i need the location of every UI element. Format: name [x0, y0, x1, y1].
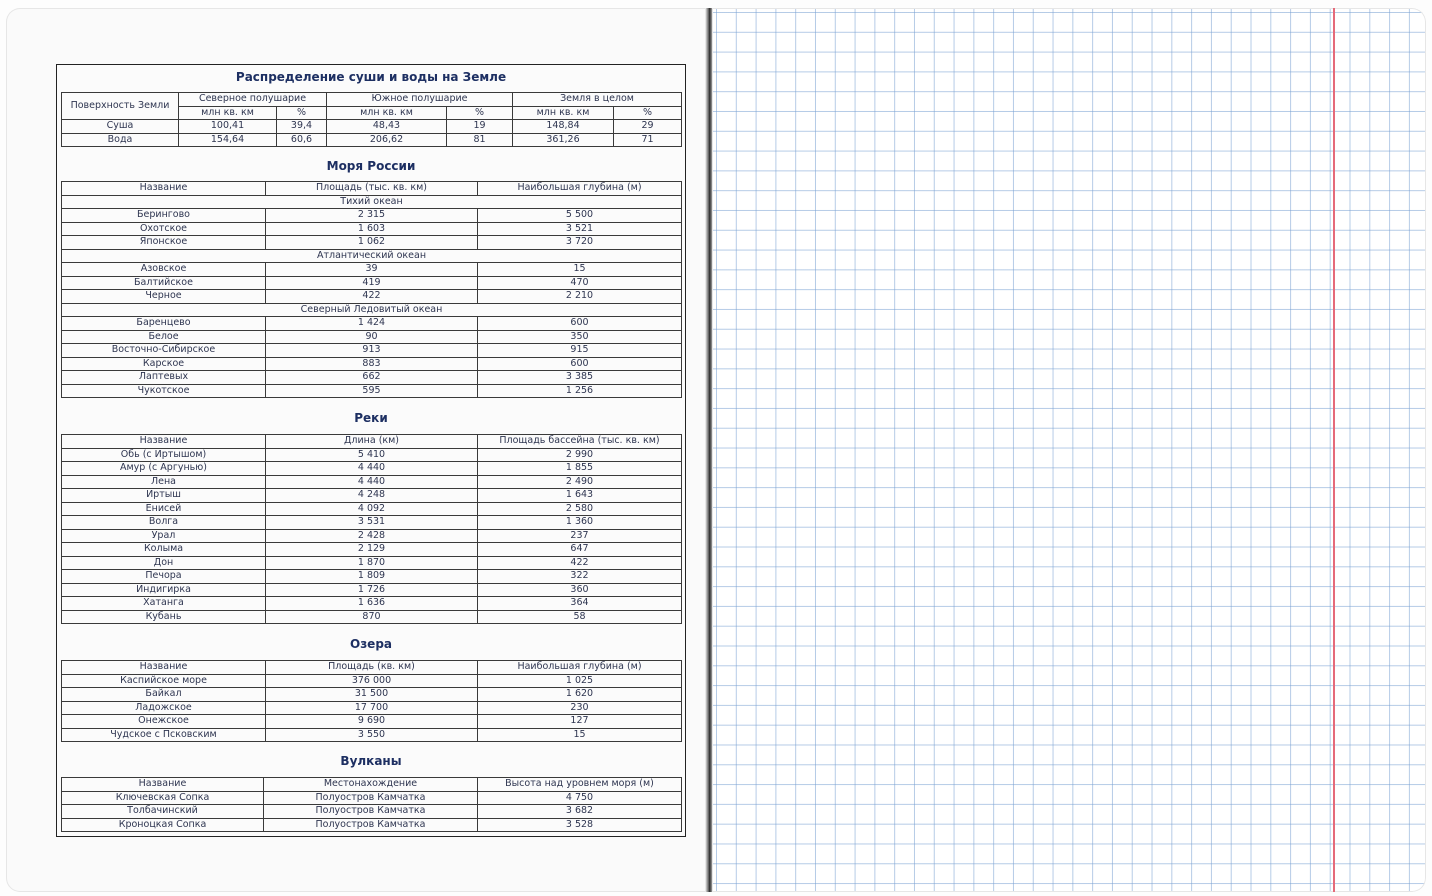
table-cell: Белое	[62, 330, 266, 344]
table-cell: Урал	[62, 529, 266, 543]
table-row	[62, 543, 682, 557]
table-cell: 422	[478, 556, 682, 570]
table-cell: 364	[478, 597, 682, 611]
header-cell: Длина (км)	[266, 435, 478, 449]
table-row	[62, 448, 682, 462]
table-cell: 1 025	[478, 674, 682, 688]
table-row	[62, 597, 682, 611]
table-cell: 470	[478, 276, 682, 290]
table-cell: 127	[478, 715, 682, 729]
table-cell: 1 643	[478, 489, 682, 503]
table-cell: 376 000	[266, 674, 478, 688]
table-row	[62, 556, 682, 570]
header-cell: %	[447, 106, 513, 120]
table-cell: 4 440	[266, 462, 478, 476]
table-cell: 5 500	[478, 209, 682, 223]
volcanoes-title: Вулканы	[340, 754, 402, 768]
table-cell: 71	[614, 133, 682, 147]
table-cell: 81	[447, 133, 513, 147]
table-cell: 2 428	[266, 529, 478, 543]
seas-title: Моря России	[326, 159, 416, 173]
header-cell: Площадь бассейна (тыс. кв. км)	[478, 435, 682, 449]
table-cell: 100,41	[179, 120, 277, 134]
table-cell: Балтийское	[62, 276, 266, 290]
table-cell: 3 682	[478, 805, 682, 819]
table-cell: 5 410	[266, 448, 478, 462]
table-row	[62, 371, 682, 385]
header-cell: Площадь (тыс. кв. км)	[266, 182, 478, 196]
header-cell: Поверхность Земли	[62, 93, 179, 120]
ocean-group-row	[62, 303, 682, 317]
table-row	[62, 583, 682, 597]
table-cell: 4 750	[478, 791, 682, 805]
table-cell: 870	[266, 610, 478, 624]
table-cell: Онежское	[62, 715, 266, 729]
table-cell: 29	[614, 120, 682, 134]
ocean-group-row	[62, 195, 682, 209]
table-cell: 4 440	[266, 475, 478, 489]
rivers-title: Реки	[354, 411, 388, 425]
table-cell: 1 809	[266, 570, 478, 584]
table-row	[62, 357, 682, 371]
table-row	[62, 236, 682, 250]
table-cell: Полуостров Камчатка	[264, 791, 478, 805]
margin-line	[1333, 8, 1335, 892]
table-cell: 1 726	[266, 583, 478, 597]
table-cell: Баренцево	[62, 317, 266, 331]
header-cell: Высота над уровнем моря (м)	[478, 778, 682, 792]
table-cell: 3 720	[478, 236, 682, 250]
header-cell: Южное полушарие	[327, 93, 513, 107]
table-cell: Амур (с Аргунью)	[62, 462, 266, 476]
table-cell: 600	[478, 317, 682, 331]
table-cell: 2 990	[478, 448, 682, 462]
table-cell: 2 580	[478, 502, 682, 516]
ocean-name: Северный Ледовитый океан	[62, 303, 682, 317]
table-cell: 4 248	[266, 489, 478, 503]
table-cell: Азовское	[62, 263, 266, 277]
table-cell: 1 256	[478, 384, 682, 398]
table-cell: Енисей	[62, 502, 266, 516]
land-water-title: Распределение суши и воды на Земле	[235, 70, 507, 84]
table-cell: 1 620	[478, 688, 682, 702]
table-header-row	[62, 778, 682, 792]
table-row	[62, 222, 682, 236]
table-row	[62, 818, 682, 832]
table-cell: Печора	[62, 570, 266, 584]
table-row	[62, 133, 682, 147]
left-page	[6, 8, 706, 892]
header-cell: млн кв. км	[327, 106, 447, 120]
table-row	[62, 516, 682, 530]
table-cell: 1 062	[266, 236, 478, 250]
table-header-row	[62, 661, 682, 675]
table-row	[62, 384, 682, 398]
table-cell: 148,84	[513, 120, 614, 134]
table-cell: 2 490	[478, 475, 682, 489]
lakes-table	[61, 660, 682, 742]
header-cell: Площадь (кв. км)	[266, 661, 478, 675]
table-cell: 58	[478, 610, 682, 624]
table-cell: 39,4	[277, 120, 327, 134]
table-cell: 237	[478, 529, 682, 543]
table-row	[62, 209, 682, 223]
table-cell: 915	[478, 344, 682, 358]
table-cell: 2 210	[478, 290, 682, 304]
land-water-table	[61, 92, 682, 147]
header-cell: Название	[62, 661, 266, 675]
table-cell: Ключевская Сопка	[62, 791, 264, 805]
squared-page	[712, 8, 1426, 892]
header-cell: %	[277, 106, 327, 120]
table-header-row	[62, 93, 682, 107]
table-cell: Ладожское	[62, 701, 266, 715]
table-cell: Колыма	[62, 543, 266, 557]
table-cell: Индигирка	[62, 583, 266, 597]
table-cell: Дон	[62, 556, 266, 570]
table-row	[62, 728, 682, 742]
table-cell: 3 385	[478, 371, 682, 385]
table-row	[62, 570, 682, 584]
table-cell: Обь (с Иртышом)	[62, 448, 266, 462]
seas-table	[61, 181, 682, 398]
table-cell: 419	[266, 276, 478, 290]
table-cell: Байкал	[62, 688, 266, 702]
header-cell: Наибольшая глубина (м)	[478, 182, 682, 196]
table-cell: 15	[478, 728, 682, 742]
table-cell: 15	[478, 263, 682, 277]
table-cell: 17 700	[266, 701, 478, 715]
table-cell: 647	[478, 543, 682, 557]
header-cell: %	[614, 106, 682, 120]
table-cell: 361,26	[513, 133, 614, 147]
table-cell: 60,6	[277, 133, 327, 147]
table-cell: 600	[478, 357, 682, 371]
table-cell: 90	[266, 330, 478, 344]
table-cell: 2 315	[266, 209, 478, 223]
table-cell: 350	[478, 330, 682, 344]
table-cell: Черное	[62, 290, 266, 304]
table-row	[62, 674, 682, 688]
lakes-title: Озера	[350, 637, 392, 651]
table-row	[62, 276, 682, 290]
table-cell: Кроноцкая Сопка	[62, 818, 264, 832]
table-row	[62, 330, 682, 344]
table-cell: Каспийское море	[62, 674, 266, 688]
table-cell: Чудское с Псковским	[62, 728, 266, 742]
table-row	[62, 502, 682, 516]
table-row	[62, 475, 682, 489]
table-cell: 913	[266, 344, 478, 358]
table-cell: Лаптевых	[62, 371, 266, 385]
header-cell: Местонахождение	[264, 778, 478, 792]
table-row	[62, 529, 682, 543]
table-cell: 360	[478, 583, 682, 597]
table-cell: Чукотское	[62, 384, 266, 398]
table-cell: 1 603	[266, 222, 478, 236]
table-row	[62, 688, 682, 702]
table-row	[62, 791, 682, 805]
table-cell: 3 531	[266, 516, 478, 530]
table-cell: Лена	[62, 475, 266, 489]
table-row	[62, 317, 682, 331]
table-cell: 422	[266, 290, 478, 304]
table-cell: Волга	[62, 516, 266, 530]
table-cell: 206,62	[327, 133, 447, 147]
table-cell: 19	[447, 120, 513, 134]
table-cell: 9 690	[266, 715, 478, 729]
rivers-table	[61, 434, 682, 624]
header-cell: Земля в целом	[513, 93, 682, 107]
table-header-row	[62, 435, 682, 449]
header-cell: Название	[62, 435, 266, 449]
table-cell: 322	[478, 570, 682, 584]
volcanoes-table	[61, 777, 682, 832]
table-cell: 31 500	[266, 688, 478, 702]
table-cell: Карское	[62, 357, 266, 371]
table-row	[62, 290, 682, 304]
header-cell: Северное полушарие	[179, 93, 327, 107]
table-cell: 48,43	[327, 120, 447, 134]
table-row	[62, 610, 682, 624]
table-cell: 2 129	[266, 543, 478, 557]
table-cell: Восточно-Сибирское	[62, 344, 266, 358]
table-cell: Иртыш	[62, 489, 266, 503]
table-row	[62, 489, 682, 503]
table-header-row	[62, 182, 682, 196]
table-cell: 3 521	[478, 222, 682, 236]
table-cell: 1 424	[266, 317, 478, 331]
table-cell: 595	[266, 384, 478, 398]
table-row	[62, 462, 682, 476]
table-cell: 1 360	[478, 516, 682, 530]
table-row	[62, 344, 682, 358]
table-cell: Хатанга	[62, 597, 266, 611]
table-cell: Полуостров Камчатка	[264, 805, 478, 819]
table-cell: 662	[266, 371, 478, 385]
table-row	[62, 263, 682, 277]
table-cell: 154,64	[179, 133, 277, 147]
table-row	[62, 701, 682, 715]
table-cell: Суша	[62, 120, 179, 134]
header-cell: Название	[62, 182, 266, 196]
table-cell: Берингово	[62, 209, 266, 223]
table-row	[62, 120, 682, 134]
ocean-group-row	[62, 249, 682, 263]
table-cell: 3 550	[266, 728, 478, 742]
table-cell: Японское	[62, 236, 266, 250]
header-cell: Название	[62, 778, 264, 792]
table-cell: Толбачинский	[62, 805, 264, 819]
reference-tables-block	[56, 64, 686, 837]
table-cell: 883	[266, 357, 478, 371]
table-cell: 39	[266, 263, 478, 277]
table-row	[62, 805, 682, 819]
header-cell: Наибольшая глубина (м)	[478, 661, 682, 675]
table-cell: 1 870	[266, 556, 478, 570]
table-cell: 4 092	[266, 502, 478, 516]
table-cell: Охотское	[62, 222, 266, 236]
table-cell: Вода	[62, 133, 179, 147]
table-cell: 1 855	[478, 462, 682, 476]
table-cell: 3 528	[478, 818, 682, 832]
ocean-name: Тихий океан	[62, 195, 682, 209]
header-cell: млн кв. км	[179, 106, 277, 120]
ocean-name: Атлантический океан	[62, 249, 682, 263]
table-cell: Полуостров Камчатка	[264, 818, 478, 832]
table-cell: 1 636	[266, 597, 478, 611]
table-cell: Кубань	[62, 610, 266, 624]
header-cell: млн кв. км	[513, 106, 614, 120]
table-row	[62, 715, 682, 729]
table-cell: 230	[478, 701, 682, 715]
